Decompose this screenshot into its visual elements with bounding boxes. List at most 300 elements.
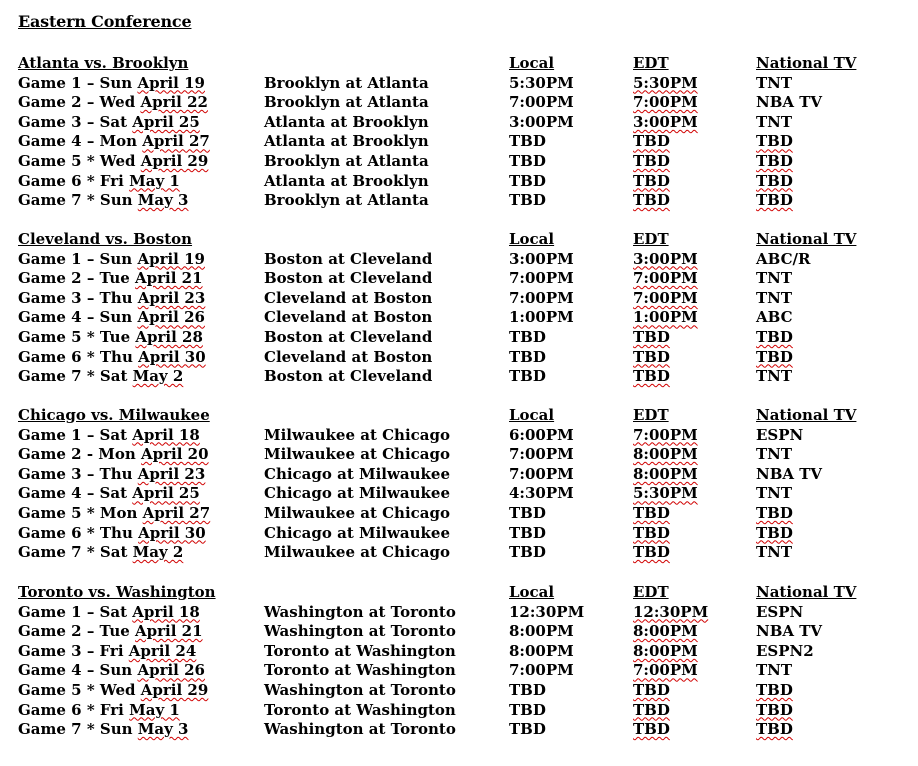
edt-time: 12:30PM — [633, 602, 709, 621]
series-section — [18, 583, 898, 740]
edt-time-cell — [633, 504, 670, 524]
edt-time: 8:00PM — [633, 464, 698, 483]
local-time: TBD — [509, 543, 546, 562]
game-date: April 26 — [137, 661, 205, 680]
game-label-cell — [18, 701, 180, 721]
local-column-header: Local — [509, 583, 555, 601]
matchup: Brooklyn at Atlanta — [264, 191, 429, 210]
tv-column-header: National TV — [756, 583, 857, 601]
game-label: Game 3 – Thu — [18, 288, 133, 307]
local-time: TBD — [509, 151, 546, 170]
edt-time: 7:00PM — [633, 288, 698, 307]
matchup-cell — [264, 74, 429, 94]
national-tv-cell — [756, 426, 803, 446]
series-title: Toronto vs. Washington — [18, 583, 216, 601]
edt-time: 7:00PM — [633, 661, 698, 680]
game-label: Game 3 – Fri — [18, 641, 124, 660]
game-date: April 26 — [137, 308, 205, 327]
matchup: Milwaukee at Chicago — [264, 543, 450, 562]
game-row — [18, 269, 898, 289]
edt-time-cell — [633, 661, 698, 681]
game-row — [18, 250, 898, 270]
game-label-cell — [18, 269, 203, 289]
game-label-cell — [18, 484, 200, 504]
national-tv: ESPN — [756, 602, 804, 621]
edt-time: TBD — [633, 151, 670, 170]
national-tv-cell — [756, 504, 793, 524]
game-date: April 23 — [137, 464, 206, 483]
local-time-cell — [509, 642, 574, 662]
national-tv-cell — [756, 701, 793, 721]
local-time: 5:30PM — [509, 73, 574, 92]
national-tv-cell — [756, 681, 793, 701]
local-time-cell — [509, 74, 574, 94]
local-time: TBD — [509, 700, 546, 719]
matchup-cell — [264, 132, 429, 152]
matchup: Cleveland at Boston — [264, 347, 433, 366]
national-tv-cell — [756, 152, 793, 172]
game-label-cell — [18, 152, 208, 172]
edt-time-cell — [633, 93, 698, 113]
edt-time-cell — [633, 113, 698, 133]
game-date: April 29 — [140, 680, 209, 699]
edt-time-cell — [633, 484, 698, 504]
matchup: Chicago at Milwaukee — [264, 464, 450, 483]
local-time-cell — [509, 543, 546, 563]
game-row — [18, 367, 898, 387]
game-label-cell — [18, 191, 188, 211]
game-label-cell — [18, 445, 209, 465]
matchup-cell — [264, 720, 456, 740]
local-time: 12:30PM — [509, 602, 585, 621]
national-tv: TBD — [756, 171, 793, 190]
matchup: Boston at Cleveland — [264, 249, 433, 268]
game-label: Game 5 * Mon — [18, 503, 138, 522]
game-label-cell — [18, 465, 205, 485]
game-row — [18, 348, 898, 368]
game-row — [18, 465, 898, 485]
game-label-cell — [18, 367, 183, 387]
edt-time: TBD — [633, 523, 670, 542]
national-tv-cell — [756, 484, 792, 504]
game-date: April 22 — [140, 93, 208, 112]
game-label: Game 5 * Tue — [18, 327, 131, 346]
game-row — [18, 152, 898, 172]
game-row — [18, 93, 898, 113]
edt-time-cell — [633, 543, 670, 563]
edt-time-cell — [633, 152, 670, 172]
matchup: Toronto at Washington — [264, 700, 456, 719]
local-time: 1:00PM — [509, 308, 574, 327]
edt-time: 5:30PM — [633, 484, 698, 503]
game-label: Game 6 * Thu — [18, 347, 133, 366]
local-time: 3:00PM — [509, 249, 574, 268]
local-time-cell — [509, 250, 574, 270]
national-tv: TBD — [756, 327, 793, 346]
game-row — [18, 681, 898, 701]
matchup-cell — [264, 661, 456, 681]
local-time-cell — [509, 93, 574, 113]
edt-time-cell — [633, 250, 698, 270]
matchup-cell — [264, 524, 450, 544]
matchup: Chicago at Milwaukee — [264, 484, 450, 503]
edt-time-cell — [633, 348, 670, 368]
matchup: Toronto at Washington — [264, 641, 456, 660]
local-time-cell — [509, 681, 546, 701]
edt-time-cell — [633, 681, 670, 701]
edt-time: 7:00PM — [633, 425, 698, 444]
game-label: Game 4 – Sun — [18, 308, 133, 327]
game-row — [18, 74, 898, 94]
local-time: TBD — [509, 523, 546, 542]
edt-time-cell — [633, 465, 698, 485]
local-column-header: Local — [509, 54, 555, 72]
national-tv-cell — [756, 269, 792, 289]
national-tv-cell — [756, 445, 792, 465]
national-tv-cell — [756, 191, 793, 211]
matchup: Milwaukee at Chicago — [264, 445, 450, 464]
local-time: 6:00PM — [509, 425, 574, 444]
national-tv-cell — [756, 113, 792, 133]
edt-time: TBD — [633, 680, 670, 699]
local-time-cell — [509, 308, 574, 328]
series-section — [18, 406, 898, 563]
game-label: Game 2 - Mon — [18, 445, 136, 464]
edt-time: 8:00PM — [633, 622, 698, 641]
local-time: 7:00PM — [509, 269, 574, 288]
national-tv-cell — [756, 622, 822, 642]
local-time-cell — [509, 132, 546, 152]
game-row — [18, 720, 898, 740]
edt-time-cell — [633, 269, 698, 289]
local-time: TBD — [509, 720, 546, 739]
national-tv: NBA TV — [756, 622, 823, 641]
edt-time: TBD — [633, 327, 670, 346]
series-section — [18, 54, 898, 211]
game-label-cell — [18, 543, 183, 563]
game-date: May 3 — [137, 191, 189, 210]
edt-time: 5:30PM — [633, 73, 698, 92]
game-label: Game 4 – Sat — [18, 484, 128, 503]
edt-time-cell — [633, 172, 670, 192]
local-time: 7:00PM — [509, 288, 574, 307]
edt-time: 7:00PM — [633, 93, 698, 112]
local-time-cell — [509, 152, 546, 172]
local-time-cell — [509, 720, 546, 740]
edt-column-header: EDT — [633, 54, 669, 72]
game-label-cell — [18, 504, 210, 524]
game-label-cell — [18, 426, 200, 446]
national-tv: ABC/R — [756, 249, 811, 268]
national-tv: ESPN2 — [756, 641, 814, 660]
matchup-cell — [264, 426, 450, 446]
game-date: May 2 — [132, 543, 184, 562]
local-time-cell — [509, 289, 574, 309]
game-label-cell — [18, 328, 203, 348]
game-date: May 1 — [129, 171, 180, 190]
local-time-cell — [509, 484, 574, 504]
edt-time-cell — [633, 191, 670, 211]
matchup: Washington at Toronto — [264, 622, 456, 641]
game-date: April 27 — [142, 503, 211, 522]
game-date: April 29 — [140, 151, 209, 170]
local-time: TBD — [509, 191, 546, 210]
game-label: Game 2 – Tue — [18, 622, 130, 641]
matchup: Toronto at Washington — [264, 661, 456, 680]
edt-time: 7:00PM — [633, 269, 698, 288]
game-date: April 21 — [135, 269, 203, 288]
edt-time: TBD — [633, 171, 670, 190]
game-row — [18, 701, 898, 721]
national-tv-cell — [756, 543, 792, 563]
local-time: 8:00PM — [509, 622, 574, 641]
edt-time-cell — [633, 445, 698, 465]
local-time-cell — [509, 172, 546, 192]
local-time: TBD — [509, 327, 546, 346]
matchup-cell — [264, 484, 450, 504]
game-date: April 24 — [128, 641, 197, 660]
series-header-row — [18, 54, 898, 74]
tv-column-header: National TV — [756, 230, 857, 248]
matchup-cell — [264, 543, 450, 563]
game-row — [18, 445, 898, 465]
matchup-cell — [264, 622, 456, 642]
national-tv: TNT — [756, 112, 793, 131]
matchup: Washington at Toronto — [264, 720, 456, 739]
game-date: April 23 — [137, 288, 206, 307]
matchup: Boston at Cleveland — [264, 269, 433, 288]
local-time-cell — [509, 426, 574, 446]
local-time: 8:00PM — [509, 641, 574, 660]
game-date: April 25 — [132, 112, 200, 131]
game-date: May 3 — [137, 720, 189, 739]
edt-time: TBD — [633, 543, 670, 562]
game-row — [18, 328, 898, 348]
local-time: TBD — [509, 367, 546, 386]
matchup: Chicago at Milwaukee — [264, 523, 450, 542]
local-time-cell — [509, 465, 574, 485]
edt-time: 1:00PM — [633, 308, 698, 327]
matchup-cell — [264, 289, 432, 309]
edt-column-header: EDT — [633, 230, 669, 248]
edt-time-cell — [633, 367, 670, 387]
game-label: Game 7 * Sun — [18, 191, 133, 210]
local-time-cell — [509, 603, 584, 623]
game-label-cell — [18, 661, 205, 681]
national-tv-cell — [756, 524, 793, 544]
matchup: Atlanta at Brooklyn — [264, 112, 429, 131]
game-date: April 19 — [137, 249, 205, 268]
game-date: April 30 — [138, 523, 206, 542]
national-tv: TNT — [756, 269, 793, 288]
national-tv: TBD — [756, 503, 793, 522]
game-date: April 21 — [135, 622, 203, 641]
matchup: Milwaukee at Chicago — [264, 503, 450, 522]
game-row — [18, 113, 898, 133]
edt-time-cell — [633, 289, 698, 309]
local-time-cell — [509, 701, 546, 721]
tv-column-header: National TV — [756, 54, 857, 72]
edt-time: TBD — [633, 132, 670, 151]
game-row — [18, 308, 898, 328]
local-time: 7:00PM — [509, 93, 574, 112]
matchup-cell — [264, 603, 456, 623]
game-date: April 25 — [132, 484, 200, 503]
national-tv: TNT — [756, 367, 793, 386]
national-tv: TBD — [756, 191, 793, 210]
game-label: Game 1 – Sat — [18, 602, 128, 621]
local-time-cell — [509, 191, 546, 211]
game-row — [18, 426, 898, 446]
game-row — [18, 484, 898, 504]
game-label: Game 3 – Sat — [18, 112, 128, 131]
edt-time: 3:00PM — [633, 249, 698, 268]
game-label: Game 6 * Fri — [18, 171, 124, 190]
matchup: Washington at Toronto — [264, 602, 456, 621]
national-tv: TBD — [756, 523, 793, 542]
game-label: Game 6 * Thu — [18, 523, 133, 542]
edt-time-cell — [633, 603, 708, 623]
game-label: Game 1 – Sun — [18, 73, 133, 92]
local-time: TBD — [509, 132, 546, 151]
local-column-header: Local — [509, 406, 555, 424]
national-tv: TBD — [756, 347, 793, 366]
game-label: Game 4 – Sun — [18, 661, 133, 680]
game-label-cell — [18, 74, 205, 94]
game-label-cell — [18, 250, 205, 270]
game-date: April 18 — [132, 425, 200, 444]
national-tv-cell — [756, 93, 822, 113]
game-date: April 18 — [132, 602, 200, 621]
national-tv-cell — [756, 603, 803, 623]
game-label: Game 5 * Wed — [18, 151, 136, 170]
national-tv-cell — [756, 367, 792, 387]
matchup-cell — [264, 113, 429, 133]
tv-column-header: National TV — [756, 406, 857, 424]
national-tv-cell — [756, 308, 793, 328]
game-row — [18, 504, 898, 524]
national-tv-cell — [756, 289, 792, 309]
game-label: Game 5 * Wed — [18, 680, 136, 699]
game-label: Game 1 – Sat — [18, 425, 128, 444]
national-tv-cell — [756, 720, 793, 740]
game-date: April 19 — [137, 73, 205, 92]
matchup-cell — [264, 172, 429, 192]
local-time-cell — [509, 661, 574, 681]
game-row — [18, 543, 898, 563]
matchup: Boston at Cleveland — [264, 327, 433, 346]
edt-time-cell — [633, 308, 698, 328]
game-date: April 20 — [141, 445, 209, 464]
edt-time-cell — [633, 426, 698, 446]
game-label: Game 3 – Thu — [18, 464, 133, 483]
matchup-cell — [264, 465, 450, 485]
edt-column-header: EDT — [633, 583, 669, 601]
national-tv-cell — [756, 250, 810, 270]
national-tv: TBD — [756, 700, 793, 719]
local-time-cell — [509, 504, 546, 524]
national-tv: TNT — [756, 73, 793, 92]
game-label-cell — [18, 308, 205, 328]
game-label-cell — [18, 720, 188, 740]
national-tv: TBD — [756, 720, 793, 739]
edt-time-cell — [633, 701, 670, 721]
local-time-cell — [509, 348, 546, 368]
game-date: May 2 — [132, 367, 184, 386]
matchup-cell — [264, 445, 450, 465]
game-label-cell — [18, 622, 203, 642]
national-tv: NBA TV — [756, 464, 823, 483]
national-tv-cell — [756, 465, 822, 485]
national-tv-cell — [756, 132, 793, 152]
matchup: Cleveland at Boston — [264, 308, 433, 327]
game-date: April 27 — [142, 132, 210, 151]
game-date: April 30 — [138, 347, 206, 366]
matchup-cell — [264, 250, 432, 270]
game-row — [18, 172, 898, 192]
edt-time: 3:00PM — [633, 112, 698, 131]
matchup: Milwaukee at Chicago — [264, 425, 450, 444]
edt-time: TBD — [633, 720, 670, 739]
game-label: Game 4 – Mon — [18, 132, 138, 151]
game-label-cell — [18, 289, 205, 309]
series-section — [18, 230, 898, 387]
edt-time: TBD — [633, 191, 670, 210]
game-label: Game 7 * Sun — [18, 720, 133, 739]
edt-time-cell — [633, 642, 698, 662]
matchup-cell — [264, 152, 429, 172]
matchup-cell — [264, 504, 450, 524]
game-label-cell — [18, 113, 200, 133]
game-row — [18, 642, 898, 662]
edt-time-cell — [633, 132, 670, 152]
game-label: Game 1 – Sun — [18, 249, 133, 268]
local-time: 7:00PM — [509, 464, 574, 483]
national-tv: TBD — [756, 132, 793, 151]
series-title: Chicago vs. Milwaukee — [18, 406, 210, 424]
local-time: 4:30PM — [509, 484, 574, 503]
local-time-cell — [509, 269, 574, 289]
local-time-cell — [509, 113, 574, 133]
national-tv: TNT — [756, 543, 793, 562]
local-time-cell — [509, 328, 546, 348]
matchup: Cleveland at Boston — [264, 288, 433, 307]
game-row — [18, 191, 898, 211]
game-label: Game 2 – Tue — [18, 269, 130, 288]
edt-time-cell — [633, 328, 670, 348]
edt-time: TBD — [633, 503, 670, 522]
national-tv: TNT — [756, 484, 793, 503]
national-tv: ESPN — [756, 425, 804, 444]
game-row — [18, 661, 898, 681]
game-date: May 1 — [129, 700, 180, 719]
series-title: Cleveland vs. Boston — [18, 230, 193, 248]
edt-column-header: EDT — [633, 406, 669, 424]
national-tv: TBD — [756, 151, 793, 170]
edt-time-cell — [633, 720, 670, 740]
edt-time: TBD — [633, 700, 670, 719]
local-time: TBD — [509, 347, 546, 366]
local-time: 7:00PM — [509, 661, 574, 680]
matchup-cell — [264, 701, 456, 721]
game-label-cell — [18, 681, 208, 701]
series-header-row — [18, 583, 898, 603]
edt-time-cell — [633, 74, 698, 94]
national-tv-cell — [756, 348, 793, 368]
matchup-cell — [264, 191, 429, 211]
matchup: Atlanta at Brooklyn — [264, 132, 429, 151]
local-time: TBD — [509, 680, 546, 699]
